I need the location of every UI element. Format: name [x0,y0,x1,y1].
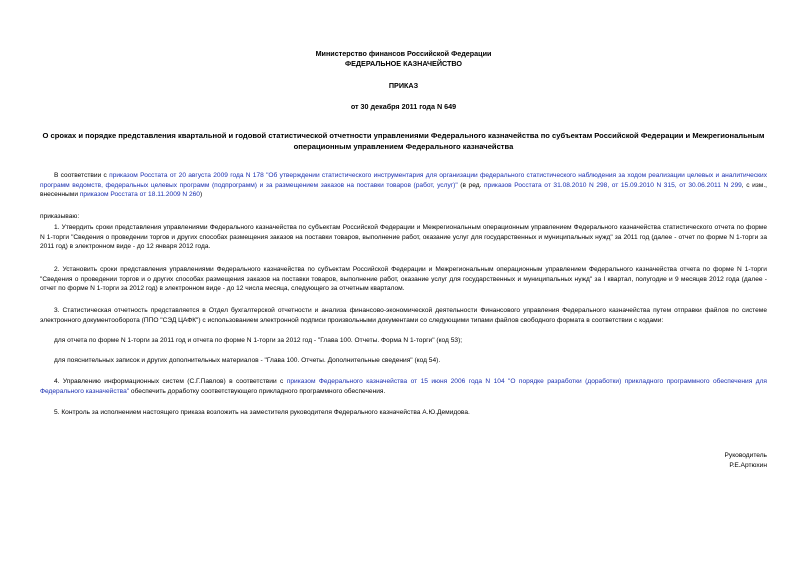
document-date-number: от 30 декабря 2011 года N 649 [350,102,457,111]
document-type: ПРИКАЗ [388,81,419,90]
orders-word: приказываю: [40,213,80,220]
preamble-text-1: В соответствии с [54,172,110,179]
ministry-name: Министерство финансов Российской Федерации [315,49,492,58]
preamble-text-2: (в ред. [457,181,485,189]
item-4-text-1: 4. Управлению информационных систем (С.Г.Павлов) в соответствии с [54,378,287,385]
item-1-paragraph: 1. Утвердить сроки представления управлениями Федерального казначейства по субъектам Российской Федерации и Межрегиональным операционным управлением Федерального казначейства статистического отчета по форме N 1-торги "Сведения о проведении торгов и других способах размещения заказов на поставки товаров, выполнение работ, оказание услуг для государственных и муниципальных нужд" за 2011 год (далее - отчет по форме N 1-торги за 2011 год) в электронном виде - до 12 января 2012 года. [40,224,767,251]
rosstat-amendments-link[interactable]: приказов Росстата от 31.08.2010 N 298, от 15.09.2010 N 315, от 30.06.2011 N 299 [484,181,742,189]
item-4-paragraph [40,377,767,396]
document-title: О сроках и порядке представления квартальной и годовой статистической отчетности управлениями Федерального казначейства по субъектам Российской Федерации и Межрегиональным операционным управлением Федерального казначейства [42,131,765,152]
item-3-code-53: для отчета по форме N 1-торги за 2011 год и отчета по форме N 1-торги за 2012 год - "Глава 100. Отчеты. Форма N 1-торги" (код 53); [54,337,463,344]
agency-name: ФЕДЕРАЛЬНОЕ КАЗНАЧЕЙСТВО [345,59,462,68]
item-4-text-2: обеспечить доработку соответствующего прикладного программного обеспечения. [129,387,386,395]
item-5-paragraph: 5. Контроль за исполнением настоящего приказа возложить на заместителя руководителя Федерального казначейства А.Ю.Демидова. [54,409,470,416]
rosstat-order-260-link[interactable]: приказом Росстата от 18.11.2009 N 260 [79,191,200,199]
preamble-text-4: ) [199,191,203,199]
rosstat-order-178-link[interactable]: приказом Росстата от 20 августа 2009 года N 178 "Об утверждении статистического инструментария для организации федерального статистического наблюдения за ходом реализации целевых и аналитических программ ведомств, федеральных целевых программ (подпрограмм) и за размещением заказов на поставки товаров (работ, услуг)" [40,172,767,189]
treasury-order-104-link[interactable]: приказом Федерального казначейства от 15 июня 2006 года N 104 "О порядке разработки (доработки) прикладного программного обеспечения для Федерального казначейства" [40,378,767,395]
item-2-paragraph: 2. Установить сроки представления управлениями Федерального казначейства по субъектам Российской Федерации и Межрегиональным операционным управлением Федерального казначейства отчета по форме N 1-торги "Сведения о проведении торгов и о других способах размещения заказов на поставки товаров, выполнение работ, оказание услуг для государственных и муниципальных нужд" за I квартал, полугодие и 9 месяцев 2012 года (далее - отчет по форме N 1-торги за 2012 год) в электронном виде - до 12 числа месяца, следующего за отчетным кварталом. [40,266,767,293]
signature-name: Р.Е.Артюхин [729,462,767,469]
signature-role: Руководитель [724,452,767,459]
preamble-text-3: , с изм., внесенными [40,181,767,199]
item-3-paragraph: 3. Статистическая отчетность представляется в Отдел бухгалтерской отчетности и анализа финансово-экономической деятельности Финансового управления Федерального казначейства путем отправки файлов по системе электронного документооборота (ППО "СЭД ЦАФК") с использованием электронной подписи произвольными документами со следующими типами файлов свободного формата в соответствии с кодами: [40,307,767,324]
preamble-paragraph [40,171,767,200]
item-3-code-54: для пояснительных записок и других дополнительных материалов - "Глава 100. Отчеты. Дополнительные сведения" (код 54). [54,357,441,364]
